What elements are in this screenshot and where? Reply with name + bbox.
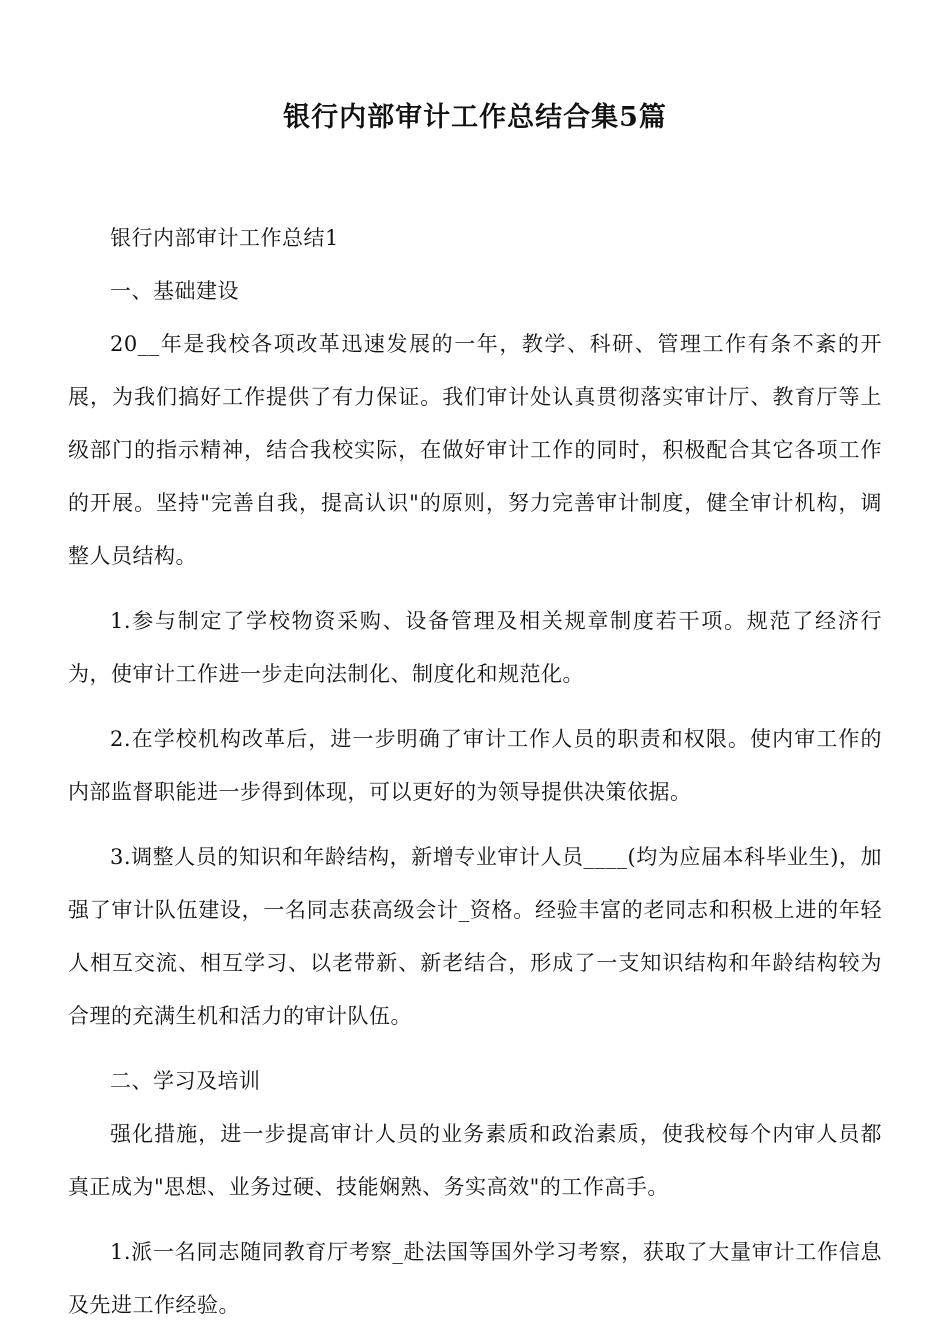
- list-item: 1.参与制定了学校物资采购、设备管理及相关规章制度若干项。规范了经济行为，使审计工作进一步走向法制化、制度化和规范化。: [68, 609, 882, 686]
- section-heading: 银行内部审计工作总结1: [110, 226, 339, 250]
- list-item: 1.派一名同志随同教育厅考察_赴法国等国外学习考察，获取了大量审计工作信息及先进工作经验。: [68, 1240, 882, 1317]
- list-item: 2.在学校机构改革后，进一步明确了审计工作人员的职责和权限。使内审工作的内部监督职能进一步得到体现，可以更好的为领导提供决策依据。: [68, 727, 882, 804]
- list-item: 3.调整人员的知识和年龄结构，新增专业审计人员____(均为应届本科毕业生)，加强了审计队伍建设，一名同志获高级会计_资格。经验丰富的老同志和积极上进的年轻人相互交流、相互学习、以老带新、新老结合，形成了一支知识结构和年龄结构较为合理的充满生机和活力的审计队伍。: [68, 845, 882, 1028]
- subsection-heading: 二、学习及培训: [110, 1069, 261, 1093]
- paragraph: 20__年是我校各项改革迅速发展的一年，教学、科研、管理工作有条不紊的开展，为我们搞好工作提供了有力保证。我们审计处认真贯彻落实审计厅、教育厅等上级部门的指示精神，结合我校实际，在做好审计工作的同时，积极配合其它各项工作的开展。坚持"完善自我，提高认识"的原则，努力完善审计制度，健全审计机构，调整人员结构。: [68, 332, 882, 568]
- document-body: [68, 212, 882, 1344]
- subsection-heading: 一、基础建设: [110, 279, 239, 303]
- paragraph: 强化措施，进一步提高审计人员的业务素质和政治素质，使我校每个内审人员都真正成为"思想、业务过硬、技能娴熟、务实高效"的工作高手。: [68, 1122, 882, 1199]
- document-title: 银行内部审计工作总结合集5篇: [283, 102, 667, 133]
